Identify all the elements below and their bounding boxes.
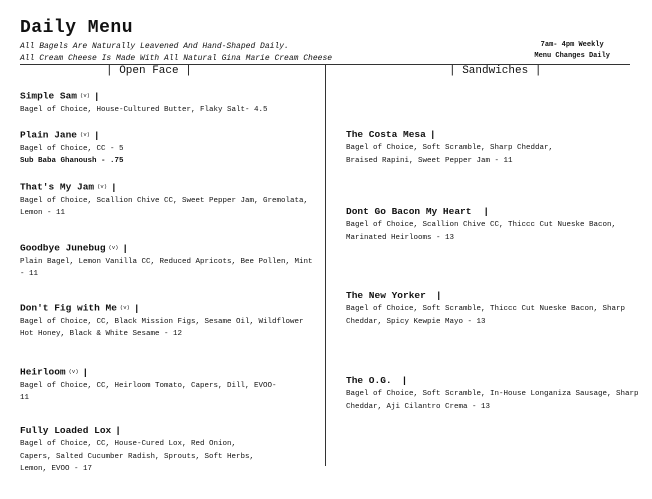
- item-name: Heirloom: [20, 366, 66, 378]
- item-description: Bagel of Choice, Soft Scramble, In-House Longaniza Sausage, Sharp Cheddar, Aji Cilantro Crema - 13: [346, 390, 639, 411]
- item-bar: |: [122, 242, 129, 254]
- section-title-open-face: | Open Face |: [106, 65, 192, 77]
- menu-changes-text: Menu Changes Daily: [534, 52, 610, 60]
- vegetarian-mark: (v): [119, 304, 130, 311]
- item-name: Plain Jane: [20, 129, 78, 141]
- item-description: Bagel of Choice, CC, Heirloom Tomato, Capers, Dill, EVOO- 11: [20, 381, 277, 403]
- item-description: Plain Bagel, Lemon Vanilla CC, Reduced Apricots, Bee Pollen, Mint - 11: [20, 257, 313, 279]
- hours-block: [534, 40, 610, 62]
- item-name: Simple Sam: [20, 90, 78, 102]
- menu-title: Daily Menu: [20, 18, 134, 38]
- item-bar: |: [401, 375, 408, 386]
- menu-item: [346, 374, 641, 413]
- item-name: That's My Jam: [20, 181, 95, 193]
- menu-item: [20, 89, 320, 116]
- item-substitution: Sub Baba Ghanoush - .75: [20, 157, 124, 166]
- hours-text: 7am- 4pm Weekly: [540, 41, 604, 49]
- item-name: Fully Loaded Lox: [20, 425, 112, 436]
- column-divider: [325, 64, 326, 466]
- item-name: The New Yorker: [346, 290, 426, 301]
- item-bar: |: [115, 425, 121, 436]
- item-name: Dont Go Bacon My Heart: [346, 206, 472, 217]
- item-name: Goodbye Junebug: [20, 242, 106, 254]
- menu-item: [20, 365, 320, 405]
- item-bar: |: [93, 90, 100, 102]
- item-bar: |: [483, 206, 490, 217]
- item-name: The Costa Mesa: [346, 129, 426, 140]
- item-description: Bagel of Choice, Scallion Chive CC, Sweet Pepper Jam, Gremolata, Lemon - 11: [20, 196, 309, 218]
- menu-item: [346, 289, 641, 328]
- vegetarian-mark: (v): [80, 92, 90, 99]
- tagline-cream-cheese: All Cream Cheese Is Made With All Natural Gina Marie Cream Cheese: [20, 54, 333, 63]
- item-description: Bagel of Choice, Soft Scramble, Thiccc Cut Nueske Bacon, Sharp Cheddar, Spicy Kewpie Mayo - 13: [346, 305, 626, 326]
- item-bar: |: [111, 181, 117, 193]
- item-description: Bagel of Choice, CC - 5: [20, 144, 124, 153]
- menu-item: [20, 301, 320, 341]
- vegetarian-mark: (v): [68, 368, 79, 375]
- vegetarian-mark: (v): [80, 131, 90, 138]
- item-bar: |: [429, 129, 436, 140]
- item-bar: |: [82, 366, 89, 378]
- vegetarian-mark: (v): [108, 244, 119, 251]
- item-name: Don't Fig with Me: [20, 302, 117, 314]
- menu-item: [20, 424, 265, 476]
- vegetarian-mark: (v): [97, 183, 108, 190]
- item-description: Bagel of Choice, CC, Black Mission Figs, Sesame Oil, Wildflower Hot Honey, Black & White Sesame - 12: [20, 317, 304, 339]
- section-title-sandwiches: | Sandwiches |: [449, 65, 542, 77]
- menu-item: [346, 128, 586, 167]
- item-description: Bagel of Choice, Soft Scramble, Sharp Cheddar, Braised Rapini, Sweet Pepper Jam - 11: [346, 144, 554, 165]
- menu-item: [346, 205, 641, 244]
- item-description: Bagel of Choice, CC, House-Cured Lox, Red Onion, Capers, Salted Cucumber Radish, Sprouts, Soft Herbs, Lemon, EVOO - 17: [20, 440, 255, 473]
- item-name: The O.G.: [346, 375, 392, 386]
- item-bar: |: [133, 302, 140, 314]
- item-bar: |: [435, 290, 442, 301]
- menu-item: [20, 180, 320, 220]
- item-description: Bagel of Choice, Scallion Chive CC, Thiccc Cut Nueske Bacon, Marinated Heirlooms - 13: [346, 221, 617, 242]
- menu-item: [20, 128, 320, 167]
- item-bar: |: [93, 129, 100, 141]
- item-description: Bagel of Choice, House-Cultured Butter, Flaky Salt- 4.5: [20, 105, 268, 114]
- tagline-bagels: All Bagels Are Naturally Leavened And Hand-Shaped Daily.: [20, 42, 289, 51]
- menu-item: [20, 241, 320, 281]
